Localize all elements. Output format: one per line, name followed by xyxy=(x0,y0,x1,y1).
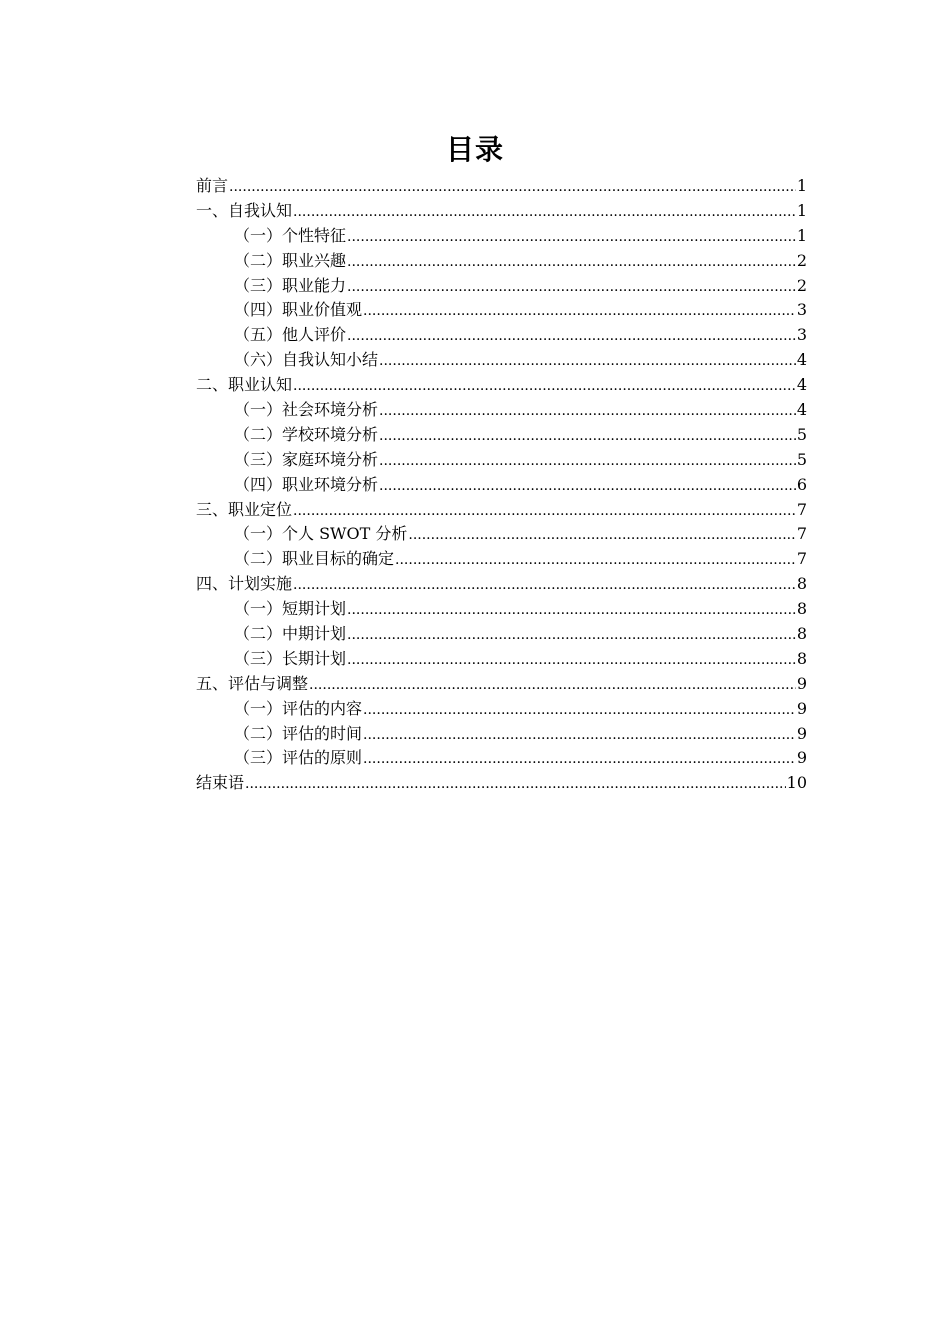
toc-entry-label: （一）短期计划 xyxy=(234,599,347,619)
toc-entry[interactable] xyxy=(196,498,807,523)
toc-entry-page-number: 1 xyxy=(796,200,807,220)
toc-dot-leader xyxy=(363,747,796,772)
toc-entry-label: （三）家庭环境分析 xyxy=(234,449,379,469)
toc-dot-leader xyxy=(293,200,796,225)
toc-entry[interactable] xyxy=(196,249,807,274)
toc-entry-page-number: 5 xyxy=(796,449,807,469)
toc-dot-leader xyxy=(363,698,796,723)
toc-entry[interactable] xyxy=(196,298,807,323)
toc-entry-label: （一）个人 SWOT 分析 xyxy=(234,524,408,544)
toc-entry-label: （二）职业目标的确定 xyxy=(234,549,395,569)
toc-entry-label: （二）职业兴趣 xyxy=(234,250,347,270)
toc-entry-page-number: 3 xyxy=(796,325,807,345)
toc-entry-label: 三、职业定位 xyxy=(196,499,293,519)
toc-entry[interactable] xyxy=(196,224,807,249)
toc-entry[interactable] xyxy=(196,274,807,299)
toc-entry-page-number: 5 xyxy=(796,424,807,444)
toc-entry[interactable] xyxy=(196,398,807,423)
toc-dot-leader xyxy=(347,598,796,623)
toc-dot-leader xyxy=(293,499,796,524)
toc-entry[interactable] xyxy=(196,746,807,771)
toc-entry-label: （四）职业环境分析 xyxy=(234,474,379,494)
toc-entry-page-number: 10 xyxy=(786,773,807,793)
toc-entry-label: 结束语 xyxy=(196,773,245,793)
toc-entry[interactable] xyxy=(196,522,807,547)
toc-dot-leader xyxy=(347,648,796,673)
toc-entry-page-number: 1 xyxy=(796,176,807,195)
toc-entry-label: （二）学校环境分析 xyxy=(234,424,379,444)
toc-entry-page-number: 2 xyxy=(796,275,807,295)
toc-entry-page-number: 4 xyxy=(796,400,807,420)
toc-entry-label: 四、计划实施 xyxy=(196,574,293,594)
toc-entry-page-number: 7 xyxy=(796,549,807,569)
toc-entry[interactable] xyxy=(196,697,807,722)
toc-entry-label: （五）他人评价 xyxy=(234,325,347,345)
toc-entry[interactable] xyxy=(196,547,807,572)
toc-entry-page-number: 8 xyxy=(796,648,807,668)
toc-entry-page-number: 4 xyxy=(796,375,807,395)
toc-entry[interactable] xyxy=(196,348,807,373)
toc-dot-leader xyxy=(363,723,796,748)
toc-dot-leader xyxy=(309,673,796,698)
toc-entry-page-number: 9 xyxy=(796,748,807,768)
toc-entry-page-number: 9 xyxy=(796,723,807,743)
toc-entry[interactable] xyxy=(196,597,807,622)
toc-dot-leader xyxy=(395,548,796,573)
toc-entry[interactable] xyxy=(196,672,807,697)
toc-entry-page-number: 9 xyxy=(796,673,807,693)
toc-entry-page-number: 3 xyxy=(796,300,807,320)
toc-entry[interactable] xyxy=(196,572,807,597)
toc-dot-leader xyxy=(379,474,796,499)
toc-list xyxy=(196,174,807,796)
toc-entry[interactable] xyxy=(196,174,807,199)
toc-entry-page-number: 8 xyxy=(796,624,807,644)
toc-entry-label: （三）职业能力 xyxy=(234,275,347,295)
toc-entry-label: （一）社会环境分析 xyxy=(234,400,379,420)
toc-entry-page-number: 9 xyxy=(796,698,807,718)
toc-dot-leader xyxy=(347,250,796,275)
toc-entry[interactable] xyxy=(196,771,807,796)
toc-dot-leader xyxy=(293,374,796,399)
toc-dot-leader xyxy=(293,573,796,598)
toc-entry-label: 一、自我认知 xyxy=(196,200,293,220)
toc-entry-page-number: 6 xyxy=(796,474,807,494)
toc-dot-leader xyxy=(347,324,796,349)
toc-entry[interactable] xyxy=(196,423,807,448)
toc-entry-page-number: 7 xyxy=(796,499,807,519)
toc-dot-leader xyxy=(408,523,795,548)
toc-dot-leader xyxy=(347,225,796,250)
toc-entry-label: （三）评估的原则 xyxy=(234,748,363,768)
toc-entry-label: （六）自我认知小结 xyxy=(234,350,379,370)
toc-title: 目录 xyxy=(445,133,504,166)
toc-entry-page-number: 1 xyxy=(796,225,807,245)
toc-dot-leader xyxy=(245,772,786,797)
toc-entry-page-number: 8 xyxy=(796,599,807,619)
toc-dot-leader xyxy=(379,424,796,449)
toc-entry[interactable] xyxy=(196,323,807,348)
toc-entry-label: （二）中期计划 xyxy=(234,624,347,644)
toc-entry-label: （一）个性特征 xyxy=(234,225,347,245)
toc-entry[interactable] xyxy=(196,373,807,398)
toc-entry-label: （一）评估的内容 xyxy=(234,698,363,718)
toc-entry[interactable] xyxy=(196,622,807,647)
toc-dot-leader xyxy=(363,299,796,324)
toc-entry-page-number: 7 xyxy=(796,524,807,544)
toc-dot-leader xyxy=(379,449,796,474)
toc-dot-leader xyxy=(347,623,796,648)
toc-entry[interactable] xyxy=(196,647,807,672)
toc-entry-label: 前言 xyxy=(196,176,229,195)
toc-dot-leader xyxy=(379,399,796,424)
toc-entry-label: （二）评估的时间 xyxy=(234,723,363,743)
toc-entry-label: 二、职业认知 xyxy=(196,375,293,395)
toc-entry[interactable] xyxy=(196,473,807,498)
toc-entry[interactable] xyxy=(196,448,807,473)
toc-entry[interactable] xyxy=(196,722,807,747)
toc-entry-page-number: 8 xyxy=(796,574,807,594)
toc-entry-label: （三）长期计划 xyxy=(234,648,347,668)
toc-entry[interactable] xyxy=(196,199,807,224)
toc-dot-leader xyxy=(229,175,796,200)
toc-entry-label: （四）职业价值观 xyxy=(234,300,363,320)
toc-dot-leader xyxy=(379,349,796,374)
toc-entry-page-number: 2 xyxy=(796,250,807,270)
toc-entry-page-number: 4 xyxy=(796,350,807,370)
toc-entry-label: 五、评估与调整 xyxy=(196,673,309,693)
toc-dot-leader xyxy=(347,275,796,300)
